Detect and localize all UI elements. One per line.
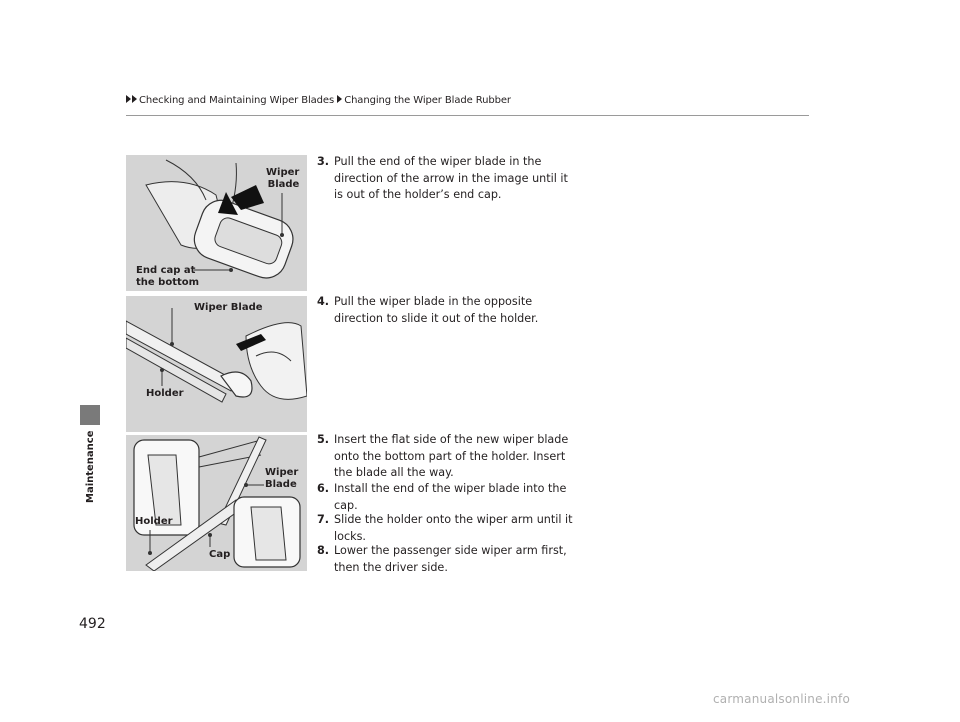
step-8 xyxy=(317,543,577,576)
breadcrumb-item[interactable]: Checking and Maintaining Wiper Blades xyxy=(139,95,335,106)
step-5 xyxy=(317,432,577,482)
figure-remove-blade-from-cap xyxy=(126,155,307,291)
label-holder: Holder xyxy=(135,516,173,527)
step-number: 3. xyxy=(317,155,330,168)
label-wiper-blade: Wiper Blade xyxy=(194,302,263,313)
step-text: Lower the passenger side wiper arm first, then the driver side. xyxy=(334,544,567,574)
breadcrumb-item[interactable]: Changing the Wiper Blade Rubber xyxy=(344,95,511,106)
step-text: Install the end of the wiper blade into the cap. xyxy=(334,482,567,512)
figure-slide-blade-out xyxy=(126,296,307,432)
step-text: Pull the end of the wiper blade in the direction of the arrow in the image until it is out of the holder’s end cap. xyxy=(334,155,568,201)
step-6 xyxy=(317,481,577,514)
label-wiper-blade: Wiper Blade xyxy=(265,467,299,490)
wiper-illustration xyxy=(126,296,307,432)
label-wiper-blade: Wiper Blade xyxy=(266,167,300,190)
breadcrumb-arrow-icon xyxy=(132,95,137,103)
step-text: Slide the holder onto the wiper arm until it locks. xyxy=(334,513,573,543)
watermark: carmanualsonline.info xyxy=(713,692,850,706)
step-text: Insert the flat side of the new wiper blade onto the bottom part of the holder. Insert the blade all the way. xyxy=(334,433,569,479)
page-number: 492 xyxy=(79,616,106,632)
step-number: 8. xyxy=(317,544,330,557)
label-holder: Holder xyxy=(146,388,184,399)
step-number: 6. xyxy=(317,482,330,495)
label-cap: Cap xyxy=(209,549,231,560)
step-number: 5. xyxy=(317,433,330,446)
label-end-cap: End cap at the bottom xyxy=(136,265,200,288)
step-3 xyxy=(317,154,577,204)
step-7 xyxy=(317,512,577,545)
section-tab xyxy=(80,405,100,425)
figure-install-new-blade xyxy=(126,435,307,571)
step-4 xyxy=(317,294,577,327)
step-number: 7. xyxy=(317,513,330,526)
section-label: Maintenance xyxy=(85,430,96,503)
breadcrumb-arrow-icon xyxy=(337,95,342,103)
header-rule xyxy=(126,115,809,116)
step-text: Pull the wiper blade in the opposite direction to slide it out of the holder. xyxy=(334,295,539,325)
step-number: 4. xyxy=(317,295,330,308)
breadcrumb-arrow-icon xyxy=(126,95,131,103)
breadcrumb xyxy=(126,95,511,106)
